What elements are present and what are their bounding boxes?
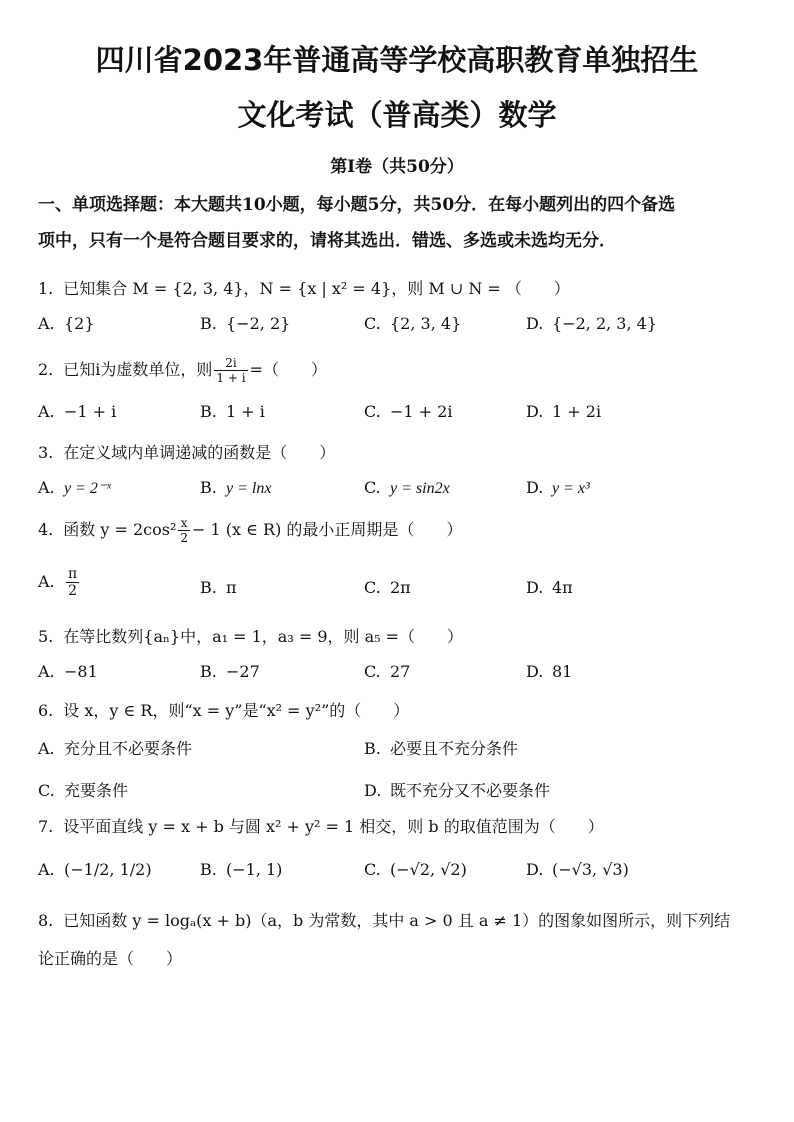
fraction [214,356,247,385]
option-text: y = sin2x [390,480,450,497]
option-text: 充要条件 [64,781,129,800]
option-label: B. [200,314,217,333]
option-text: (−1, 1) [226,860,283,879]
option-label: A. [38,739,55,758]
fraction-numerator: 2i [214,356,247,371]
option-text: −81 [64,662,98,681]
option-label: D. [526,402,544,421]
option-text: 81 [552,662,573,681]
question-2 [38,356,327,385]
q6-option-c [38,778,128,801]
option-label: D. [526,314,544,333]
q5-option-c [364,662,410,681]
question-number: 4. [38,520,54,539]
q5-option-d [526,662,572,681]
q4-option-b [200,578,237,597]
option-text: y = 2⁻ˣ [64,480,111,497]
q3-option-c [364,478,450,498]
fraction-numerator: x [178,516,190,531]
question-stem: 已知集合 M = {2, 3, 4}，N = {x | x² = 4}，则 M ∪ N = （ ） [63,279,570,298]
option-text: 4π [552,578,573,597]
title-line-2: 文化考试（普高类）数学 [237,98,557,132]
q7-option-b [200,860,282,879]
q7-option-d [526,860,629,879]
option-label: C. [364,578,381,597]
question-5 [38,624,463,647]
question-stem: 已知函数 y = logₐ(x + b)（a，b 为常数，其中 a > 0 且 a ≠ 1）的图象如图所示，则下列结 [63,911,731,930]
option-text: {2} [64,314,95,333]
option-label: C. [364,402,381,421]
q7-option-a [38,860,152,879]
option-text: y = x³ [552,480,590,497]
question-stem: 设 x，y ∈ R，则“x = y”是“x² = y²”的（ ） [63,701,410,720]
fraction [66,566,79,599]
option-label: C. [38,781,55,800]
option-label: B. [200,578,217,597]
q3-option-d [526,478,590,498]
question-6 [38,698,409,721]
volume-heading: 第Ⅰ卷（共50分） [330,157,464,177]
q1-option-d [526,314,657,333]
question-number: 8. [38,911,54,930]
option-label: D. [526,662,544,681]
q6-option-a [38,736,192,759]
option-text: 既不充分又不必要条件 [390,781,551,800]
option-text: (−1/2, 1/2) [64,860,152,879]
option-label: B. [364,739,381,758]
option-text: (−√3, √3) [552,860,629,879]
q4-option-d [526,578,573,597]
q1-option-b [200,314,290,333]
q3-option-a [38,478,111,498]
fraction-denominator: 1 + i [216,371,246,385]
q2-option-d [526,402,601,421]
question-number: 6. [38,701,54,720]
question-stem: 函数 y = 2cos² [63,520,177,539]
q5-option-a [38,662,98,681]
option-text: {2, 3, 4} [390,314,462,333]
question-stem-end: =（ ） [249,360,327,379]
option-text: 1 + 2i [552,402,602,421]
option-text: −27 [226,662,260,681]
question-8-line-2: 论正确的是（ ） [38,949,183,968]
option-label: A. [38,572,55,591]
option-label: C. [364,314,381,333]
option-label: C. [364,662,381,681]
question-stem: 设平面直线 y = x + b 与圆 x² + y² = 1 相交，则 b 的取值范围为（ ） [63,817,604,836]
q3-option-b [200,478,271,498]
option-label: D. [526,578,544,597]
q5-option-b [200,662,260,681]
option-label: A. [38,662,55,681]
option-label: B. [200,860,217,879]
option-label: A. [38,402,55,421]
option-text: 充分且不必要条件 [64,739,193,758]
option-text: 1 + i [226,402,265,421]
question-stem: 在定义域内单调递减的函数是（ ） [63,443,336,462]
question-3 [38,440,335,463]
fraction-denominator: 2 [180,531,189,545]
option-text: (−√2, √2) [390,860,467,879]
option-text: y = lnx [226,480,272,497]
fraction [178,516,190,545]
question-number: 5. [38,627,54,646]
option-label: B. [200,662,217,681]
question-stem-end: − 1 (x ∈ R) 的最小正周期是（ ） [192,520,463,539]
question-7 [38,814,604,837]
section-instructions-line-2: 项中，只有一个是符合题目要求的，请将其选出．错选、多选或未选均无分． [38,231,616,251]
option-label: D. [526,478,544,497]
option-text: 27 [390,662,411,681]
q6-option-d [364,778,550,801]
q6-option-b [364,736,518,759]
option-label: A. [38,314,55,333]
option-label: D. [526,860,544,879]
q2-option-c [364,402,452,421]
option-text: −1 + i [64,402,117,421]
question-number: 2. [38,360,54,379]
option-text: {−2, 2} [226,314,291,333]
question-number: 7. [38,817,54,836]
option-text: π [226,578,237,597]
q1-option-a [38,314,95,333]
q2-option-a [38,402,116,421]
section-instructions-line-1: 一、单项选择题：本大题共10小题，每小题5分，共50分．在每小题列出的四个备选 [38,195,676,215]
question-1 [38,276,570,299]
option-label: C. [364,860,381,879]
q7-option-c [364,860,467,879]
option-label: B. [200,402,217,421]
q2-option-b [200,402,265,421]
q4-option-c [364,578,411,597]
fraction-numerator: π [68,566,78,582]
title-line-1: 四川省2023年普通高等学校高职教育单独招生 [95,43,699,77]
option-label: A. [38,478,55,497]
question-number: 3. [38,443,54,462]
option-label: A. [38,860,55,879]
q4-option-a [38,566,81,599]
q1-option-c [364,314,461,333]
question-8 [38,908,730,931]
option-text: 必要且不充分条件 [390,739,519,758]
option-text: 2π [390,578,411,597]
question-stem: 在等比数列{aₙ}中，a₁ = 1，a₃ = 9，则 a₅ =（ ） [63,627,464,646]
option-label: B. [200,478,217,497]
option-text: {−2, 2, 3, 4} [552,314,657,333]
question-4 [38,516,462,545]
option-label: D. [364,781,382,800]
question-number: 1. [38,279,54,298]
option-label: C. [364,478,381,497]
question-stem: 已知i为虚数单位，则 [63,360,213,379]
fraction-denominator: 2 [68,583,78,599]
option-text: −1 + 2i [390,402,453,421]
